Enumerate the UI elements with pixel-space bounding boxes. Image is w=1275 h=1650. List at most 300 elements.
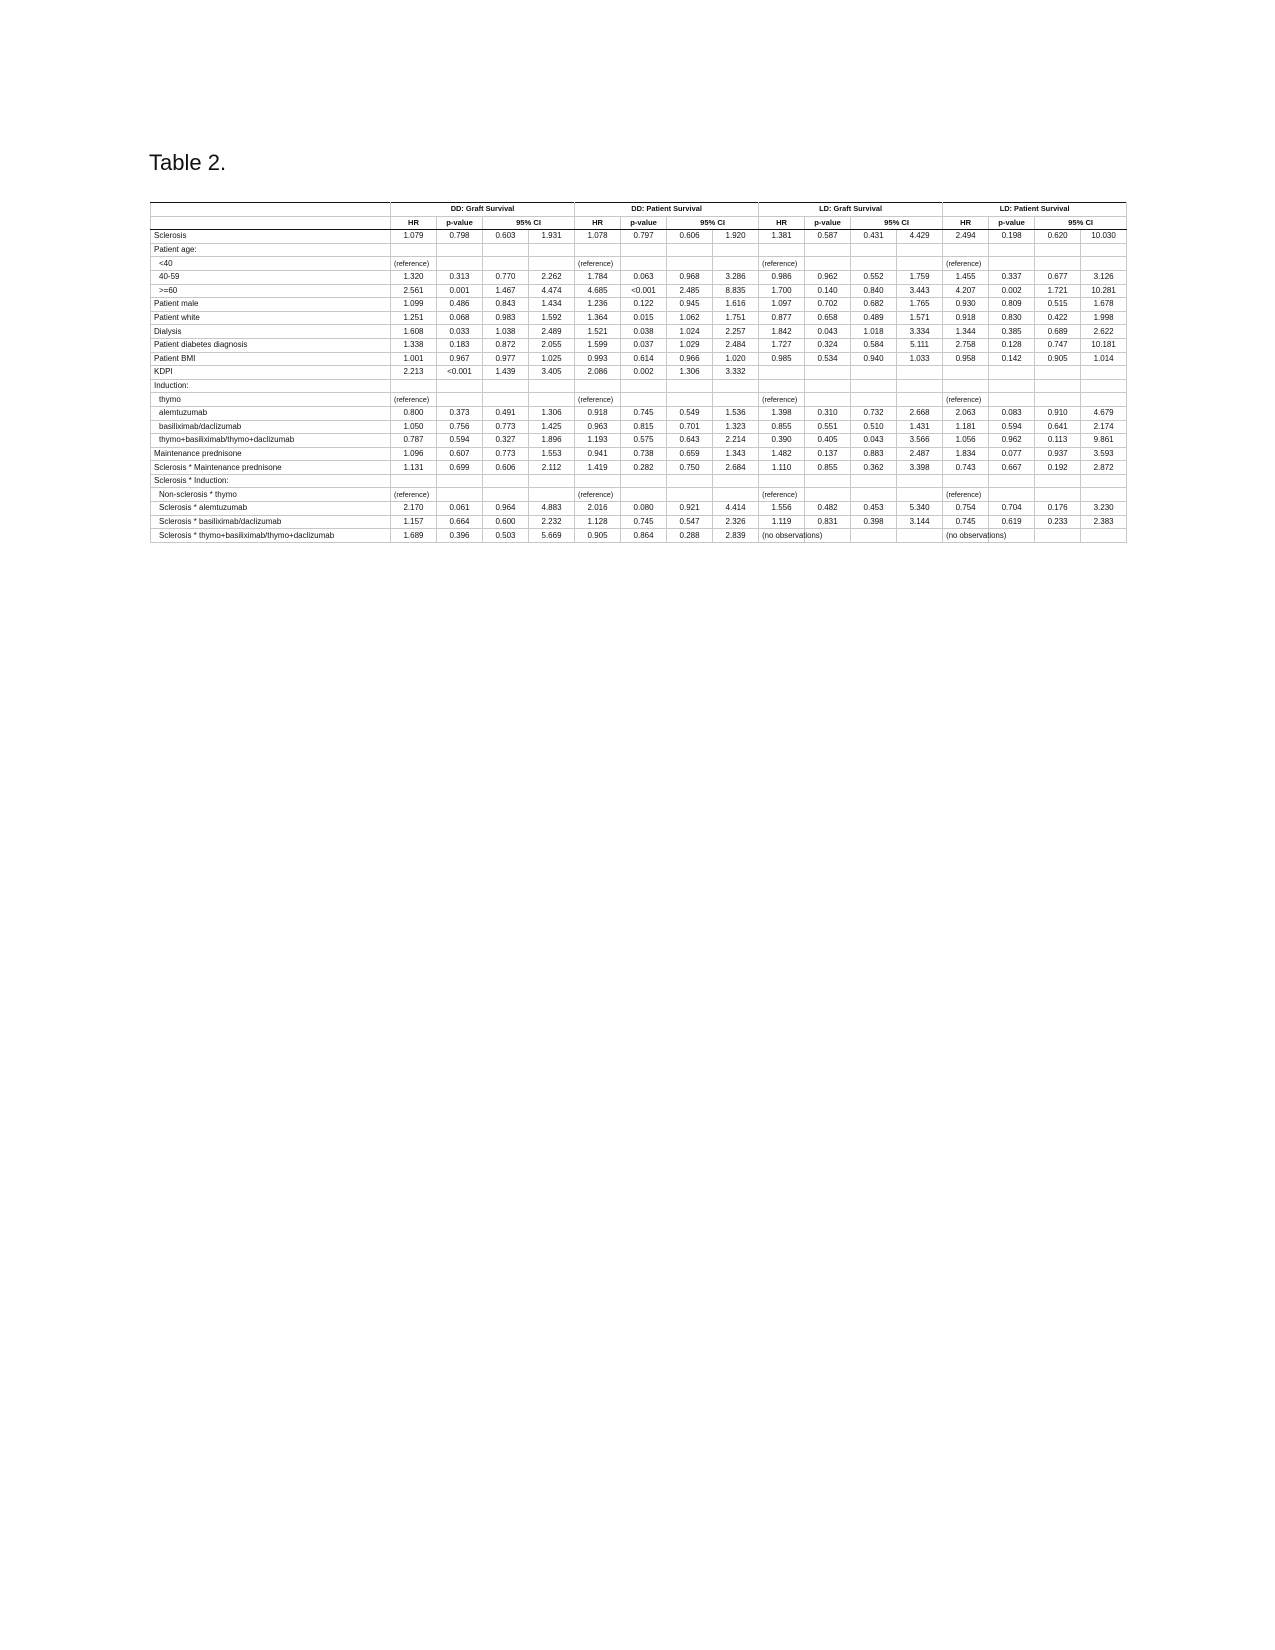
table-cell: 0.945 — [667, 298, 713, 312]
table-cell: 0.809 — [989, 298, 1035, 312]
table-cell: 1.425 — [529, 420, 575, 434]
table-cell: 1.751 — [713, 311, 759, 325]
table-cell: 1.157 — [391, 515, 437, 529]
table-cell — [483, 257, 529, 271]
table-cell: 0.682 — [851, 298, 897, 312]
table-cell: 1.689 — [391, 529, 437, 543]
table-cell: 0.515 — [1035, 298, 1081, 312]
table-cell: 0.699 — [437, 461, 483, 475]
table-cell: 0.288 — [667, 529, 713, 543]
group-header: LD: Patient Survival — [943, 203, 1127, 217]
table-cell — [483, 379, 529, 393]
table-cell: 0.503 — [483, 529, 529, 543]
table-cell: 0.453 — [851, 502, 897, 516]
table-cell: 0.619 — [989, 515, 1035, 529]
table-cell: 1.344 — [943, 325, 989, 339]
table-cell — [621, 474, 667, 488]
table-cell: 0.985 — [759, 352, 805, 366]
table-cell: 4.679 — [1081, 406, 1127, 420]
row-label: Sclerosis * thymo+basiliximab/thymo+daclizumab — [151, 529, 391, 543]
table-cell — [851, 474, 897, 488]
table-cell: 0.137 — [805, 447, 851, 461]
table-cell: 0.606 — [667, 230, 713, 244]
table-cell: 0.667 — [989, 461, 1035, 475]
table-cell: 3.332 — [713, 366, 759, 380]
table-cell: 0.396 — [437, 529, 483, 543]
table-cell: 1.896 — [529, 434, 575, 448]
table-cell: 0.773 — [483, 420, 529, 434]
table-cell: 1.306 — [529, 406, 575, 420]
table-cell: 0.603 — [483, 230, 529, 244]
table-row — [151, 284, 1127, 298]
table-cell — [621, 488, 667, 502]
ci-header: 95% CI — [667, 216, 759, 230]
table-cell: 0.964 — [483, 502, 529, 516]
table-cell: 0.486 — [437, 298, 483, 312]
table-cell: 2.383 — [1081, 515, 1127, 529]
table-cell: 0.745 — [943, 515, 989, 529]
table-cell: 0.362 — [851, 461, 897, 475]
table-cell: (no observations) — [759, 529, 805, 543]
table-cell — [529, 488, 575, 502]
table-cell: 0.620 — [1035, 230, 1081, 244]
table-cell: 0.905 — [1035, 352, 1081, 366]
row-label: <40 — [151, 257, 391, 271]
table-cell: 0.843 — [483, 298, 529, 312]
table-cell: 2.487 — [897, 447, 943, 461]
table-row — [151, 529, 1127, 543]
row-label: Sclerosis — [151, 230, 391, 244]
table-cell: 1.727 — [759, 338, 805, 352]
table-cell: 0.002 — [621, 366, 667, 380]
table-cell: (reference) — [943, 257, 989, 271]
table-cell — [621, 379, 667, 393]
table-cell: 4.414 — [713, 502, 759, 516]
table-cell: 2.262 — [529, 270, 575, 284]
table-row — [151, 515, 1127, 529]
table-cell: 0.192 — [1035, 461, 1081, 475]
table-cell: 2.214 — [713, 434, 759, 448]
table-cell: 2.112 — [529, 461, 575, 475]
table-cell: 0.068 — [437, 311, 483, 325]
table-cell: 0.176 — [1035, 502, 1081, 516]
table-cell: 1.765 — [897, 298, 943, 312]
table-cell — [1035, 257, 1081, 271]
table-cell: 1.056 — [943, 434, 989, 448]
table-cell — [391, 379, 437, 393]
table-cell: 0.787 — [391, 434, 437, 448]
table-cell: (reference) — [943, 393, 989, 407]
table-cell: 2.561 — [391, 284, 437, 298]
table-cell: 1.236 — [575, 298, 621, 312]
row-label: Induction: — [151, 379, 391, 393]
table-cell: 1.398 — [759, 406, 805, 420]
table-cell: 3.286 — [713, 270, 759, 284]
table-cell: 4.474 — [529, 284, 575, 298]
table-cell: 0.883 — [851, 447, 897, 461]
row-label: Patient white — [151, 311, 391, 325]
table-cell: 0.313 — [437, 270, 483, 284]
table-cell: 0.077 — [989, 447, 1035, 461]
table-cell: 1.419 — [575, 461, 621, 475]
table-cell: 0.855 — [759, 420, 805, 434]
table-cell: 1.050 — [391, 420, 437, 434]
table-cell: 0.962 — [989, 434, 1035, 448]
row-label: thymo+basiliximab/thymo+daclizumab — [151, 434, 391, 448]
row-label: Patient age: — [151, 243, 391, 257]
table-cell: 1.029 — [667, 338, 713, 352]
table-cell: 0.968 — [667, 270, 713, 284]
table-cell: 2.257 — [713, 325, 759, 339]
table-cell: 1.110 — [759, 461, 805, 475]
table-cell: 0.641 — [1035, 420, 1081, 434]
table-cell: (reference) — [759, 393, 805, 407]
table-row — [151, 488, 1127, 502]
table-cell: 1.553 — [529, 447, 575, 461]
table-row — [151, 474, 1127, 488]
table-cell — [989, 257, 1035, 271]
table-cell — [897, 488, 943, 502]
table-cell: 0.033 — [437, 325, 483, 339]
row-label: Sclerosis * basiliximab/daclizumab — [151, 515, 391, 529]
table-cell — [805, 393, 851, 407]
table-row — [151, 393, 1127, 407]
table-cell — [1081, 393, 1127, 407]
table-cell: 0.552 — [851, 270, 897, 284]
table-cell — [621, 257, 667, 271]
table-cell — [897, 393, 943, 407]
table-cell — [529, 474, 575, 488]
table-cell: 1.700 — [759, 284, 805, 298]
table-cell: 0.658 — [805, 311, 851, 325]
table-cell: (reference) — [391, 257, 437, 271]
table-cell: 1.033 — [897, 352, 943, 366]
hr-header: HR — [391, 216, 437, 230]
table-cell: 10.030 — [1081, 230, 1127, 244]
table-cell: 0.855 — [805, 461, 851, 475]
table-cell: 0.643 — [667, 434, 713, 448]
row-label: KDPI — [151, 366, 391, 380]
table-row — [151, 434, 1127, 448]
table-cell: 3.566 — [897, 434, 943, 448]
table-cell: 0.983 — [483, 311, 529, 325]
table-cell — [989, 366, 1035, 380]
table-cell: 5.111 — [897, 338, 943, 352]
pvalue-header: p-value — [989, 216, 1035, 230]
table-cell: 2.086 — [575, 366, 621, 380]
table-cell: 0.385 — [989, 325, 1035, 339]
table-cell — [667, 393, 713, 407]
table-cell: (reference) — [759, 488, 805, 502]
table-cell — [759, 366, 805, 380]
table-row — [151, 420, 1127, 434]
table-cell: 3.334 — [897, 325, 943, 339]
table-cell — [621, 243, 667, 257]
table-cell: 0.122 — [621, 298, 667, 312]
table-cell — [1035, 366, 1081, 380]
table-cell: 3.230 — [1081, 502, 1127, 516]
table-cell — [989, 379, 1035, 393]
table-cell: 10.281 — [1081, 284, 1127, 298]
table-cell: 0.043 — [851, 434, 897, 448]
table-cell — [805, 488, 851, 502]
table-cell: 0.575 — [621, 434, 667, 448]
table-cell: 2.484 — [713, 338, 759, 352]
table-cell: 1.759 — [897, 270, 943, 284]
table-cell: 1.467 — [483, 284, 529, 298]
table-cell — [575, 474, 621, 488]
table-cell: 0.324 — [805, 338, 851, 352]
table-cell: 0.001 — [437, 284, 483, 298]
table-cell — [713, 393, 759, 407]
table-cell: 1.096 — [391, 447, 437, 461]
row-label: 40-59 — [151, 270, 391, 284]
table-cell — [529, 257, 575, 271]
table-cell: 1.024 — [667, 325, 713, 339]
table-row — [151, 502, 1127, 516]
table-cell: 1.599 — [575, 338, 621, 352]
table-cell — [713, 488, 759, 502]
table-cell: 0.113 — [1035, 434, 1081, 448]
table-cell: 0.800 — [391, 406, 437, 420]
table-cell — [805, 243, 851, 257]
table-cell: 0.606 — [483, 461, 529, 475]
table-cell — [713, 243, 759, 257]
table-cell: 0.373 — [437, 406, 483, 420]
table-cell: 0.966 — [667, 352, 713, 366]
table-cell: (reference) — [391, 393, 437, 407]
table-cell: 1.431 — [897, 420, 943, 434]
table-row — [151, 298, 1127, 312]
table-cell: 0.128 — [989, 338, 1035, 352]
table-cell — [667, 257, 713, 271]
table-cell — [1081, 257, 1127, 271]
table-cell — [897, 243, 943, 257]
table-cell: 2.494 — [943, 230, 989, 244]
table-cell: 0.198 — [989, 230, 1035, 244]
ci-header: 95% CI — [851, 216, 943, 230]
table-row — [151, 379, 1127, 393]
table-cell: (reference) — [943, 488, 989, 502]
table-cell: 2.055 — [529, 338, 575, 352]
table-cell: 0.390 — [759, 434, 805, 448]
table-cell: 0.986 — [759, 270, 805, 284]
table-cell: 0.310 — [805, 406, 851, 420]
table-cell: 2.485 — [667, 284, 713, 298]
row-label: Sclerosis * Maintenance prednisone — [151, 461, 391, 475]
table-cell: 3.405 — [529, 366, 575, 380]
table-cell: 2.489 — [529, 325, 575, 339]
table-cell: 0.061 — [437, 502, 483, 516]
table-cell: 0.977 — [483, 352, 529, 366]
table-cell — [483, 474, 529, 488]
table-cell — [1035, 243, 1081, 257]
table-cell — [1081, 529, 1127, 543]
table-cell: 2.872 — [1081, 461, 1127, 475]
table-cell: 1.131 — [391, 461, 437, 475]
table-cell: 2.213 — [391, 366, 437, 380]
table-row — [151, 257, 1127, 271]
table-cell — [437, 257, 483, 271]
table-cell — [989, 393, 1035, 407]
table-cell — [1035, 488, 1081, 502]
table-cell: 0.491 — [483, 406, 529, 420]
table-cell: 0.918 — [575, 406, 621, 420]
table-cell: 2.684 — [713, 461, 759, 475]
table-cell: 1.616 — [713, 298, 759, 312]
table-cell: 0.798 — [437, 230, 483, 244]
table-cell: 0.282 — [621, 461, 667, 475]
table-cell: 4.207 — [943, 284, 989, 298]
table-cell: (reference) — [759, 257, 805, 271]
table-cell: 0.664 — [437, 515, 483, 529]
table-cell: 0.398 — [851, 515, 897, 529]
table-cell: <0.001 — [621, 284, 667, 298]
table-cell — [1035, 529, 1081, 543]
row-label-header — [151, 203, 391, 217]
table-cell — [989, 488, 1035, 502]
table-cell: 0.510 — [851, 420, 897, 434]
table-cell — [943, 366, 989, 380]
table-cell: 0.930 — [943, 298, 989, 312]
table-cell: (reference) — [575, 393, 621, 407]
table-cell — [805, 366, 851, 380]
table-cell: 0.600 — [483, 515, 529, 529]
table-cell: 1.343 — [713, 447, 759, 461]
table-row — [151, 325, 1127, 339]
results-table — [150, 202, 1127, 543]
table-cell: 5.669 — [529, 529, 575, 543]
table-cell — [437, 474, 483, 488]
table-cell: 1.998 — [1081, 311, 1127, 325]
table-cell: 0.770 — [483, 270, 529, 284]
table-cell: 0.921 — [667, 502, 713, 516]
table-cell: 2.174 — [1081, 420, 1127, 434]
table-cell — [667, 488, 713, 502]
table-cell: 0.918 — [943, 311, 989, 325]
table-cell: 0.962 — [805, 270, 851, 284]
row-label: basiliximab/daclizumab — [151, 420, 391, 434]
table-cell: 0.830 — [989, 311, 1035, 325]
table-cell: 1.014 — [1081, 352, 1127, 366]
group-header: LD: Graft Survival — [759, 203, 943, 217]
table-cell — [851, 488, 897, 502]
table-cell: 0.547 — [667, 515, 713, 529]
table-cell: 4.429 — [897, 230, 943, 244]
table-cell: 1.364 — [575, 311, 621, 325]
table-cell — [1081, 379, 1127, 393]
row-label: Patient male — [151, 298, 391, 312]
table-cell: 0.587 — [805, 230, 851, 244]
row-label: Dialysis — [151, 325, 391, 339]
pvalue-header: p-value — [621, 216, 667, 230]
table-cell: 1.784 — [575, 270, 621, 284]
table-cell: 0.489 — [851, 311, 897, 325]
table-cell: 0.594 — [437, 434, 483, 448]
table-cell: 0.405 — [805, 434, 851, 448]
table-cell: 0.773 — [483, 447, 529, 461]
table-cell: 0.701 — [667, 420, 713, 434]
table-cell: 0.967 — [437, 352, 483, 366]
table-cell: 5.340 — [897, 502, 943, 516]
table-cell: 0.747 — [1035, 338, 1081, 352]
row-label: Maintenance prednisone — [151, 447, 391, 461]
table-cell: 0.732 — [851, 406, 897, 420]
table-cell: 1.834 — [943, 447, 989, 461]
table-cell: 3.593 — [1081, 447, 1127, 461]
table-cell — [897, 366, 943, 380]
table-cell: 1.128 — [575, 515, 621, 529]
table-cell: 0.704 — [989, 502, 1035, 516]
table-cell — [575, 243, 621, 257]
table-cell: 0.756 — [437, 420, 483, 434]
table-cell: 0.549 — [667, 406, 713, 420]
table-cell — [483, 243, 529, 257]
table-cell: 0.038 — [621, 325, 667, 339]
group-header: DD: Graft Survival — [391, 203, 575, 217]
table-cell: 3.443 — [897, 284, 943, 298]
table-cell — [759, 379, 805, 393]
table-cell: 0.745 — [621, 515, 667, 529]
table-cell: 1.592 — [529, 311, 575, 325]
row-label: alemtuzumab — [151, 406, 391, 420]
column-header-row — [151, 216, 1127, 230]
table-cell — [1035, 379, 1081, 393]
table-cell: 0.140 — [805, 284, 851, 298]
table-cell: 0.534 — [805, 352, 851, 366]
table-row — [151, 338, 1127, 352]
table-cell: 1.038 — [483, 325, 529, 339]
table-cell: 1.020 — [713, 352, 759, 366]
pvalue-header: p-value — [437, 216, 483, 230]
table-cell — [529, 393, 575, 407]
table-cell: 0.063 — [621, 270, 667, 284]
table-cell — [437, 393, 483, 407]
table-cell: 2.326 — [713, 515, 759, 529]
table-cell: (no observations) — [943, 529, 989, 543]
hr-header: HR — [943, 216, 989, 230]
table-cell: 0.183 — [437, 338, 483, 352]
table-cell: 0.607 — [437, 447, 483, 461]
table-cell — [851, 379, 897, 393]
table-cell: 3.126 — [1081, 270, 1127, 284]
row-label: Patient BMI — [151, 352, 391, 366]
table-cell — [437, 379, 483, 393]
table-cell: 1.920 — [713, 230, 759, 244]
table-cell: 1.181 — [943, 420, 989, 434]
table-cell: 0.940 — [851, 352, 897, 366]
table-cell: 4.883 — [529, 502, 575, 516]
table-cell: 2.839 — [713, 529, 759, 543]
table-cell: 1.025 — [529, 352, 575, 366]
table-cell: 0.551 — [805, 420, 851, 434]
table-cell: 0.910 — [1035, 406, 1081, 420]
table-cell: 1.320 — [391, 270, 437, 284]
table-cell: 0.831 — [805, 515, 851, 529]
table-row — [151, 366, 1127, 380]
table-header — [151, 203, 1127, 230]
table-cell: 2.063 — [943, 406, 989, 420]
table-cell: (reference) — [575, 488, 621, 502]
table-row — [151, 311, 1127, 325]
group-header-row — [151, 203, 1127, 217]
table-cell: 0.337 — [989, 270, 1035, 284]
table-cell — [391, 474, 437, 488]
table-cell: 0.689 — [1035, 325, 1081, 339]
table-cell: 0.941 — [575, 447, 621, 461]
table-cell — [759, 243, 805, 257]
table-cell: 0.738 — [621, 447, 667, 461]
